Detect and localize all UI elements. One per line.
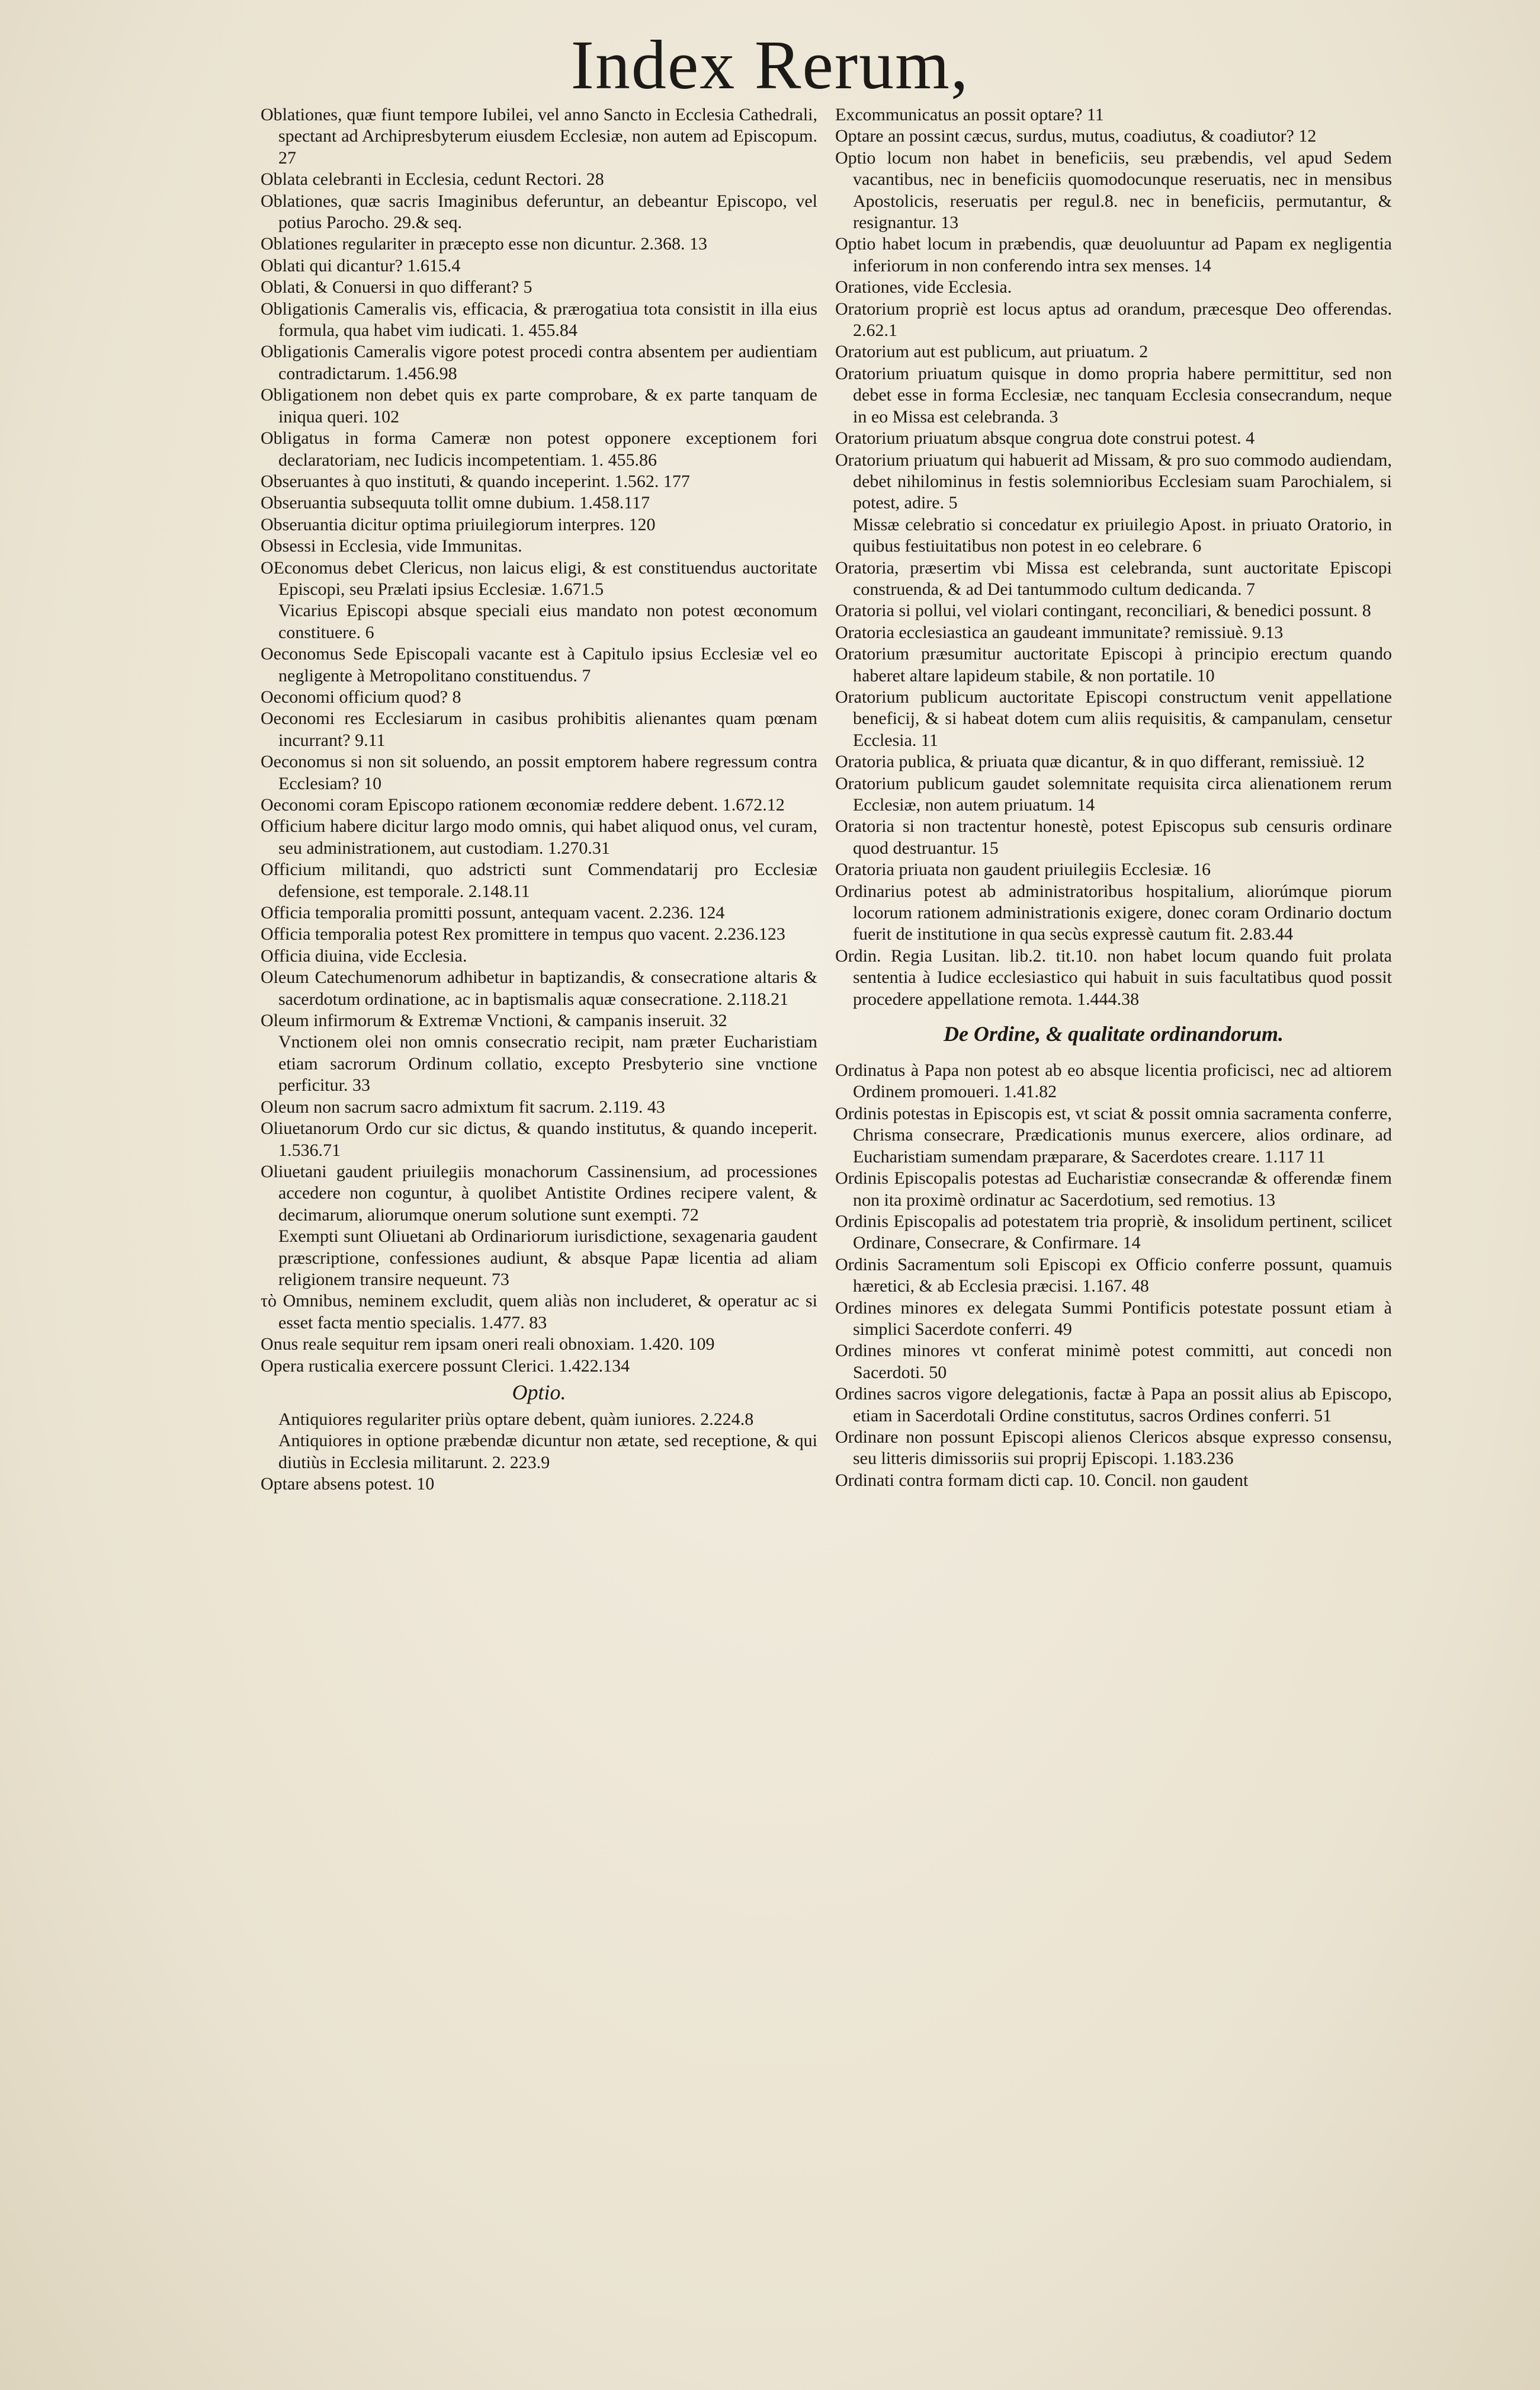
index-entry: Obligationis Cameralis vis, efficacia, & prærogatiua tota consistit in illa eius formula, qua habet vim iudicati. 1. 455.84 [261, 299, 817, 341]
section-heading-optio: Optio. [512, 1380, 566, 1404]
section-heading-ordine: De Ordine, & qualitate ordinandorum. [943, 1022, 1284, 1046]
left-column [261, 104, 817, 1495]
index-entry: Excommunicatus an possit optare? 11 [835, 105, 1104, 124]
index-entry: Officium militandi, quo adstricti sunt Commendatarij pro Ecclesiæ defensione, est temporale. 2.148.11 [261, 860, 817, 901]
index-entry: Oleum Catechumenorum adhibetur in baptizandis, & consecratione altaris & sacerdotum ordinatione, ac in baptismalis aquæ consecratione. 2.118.21 [261, 967, 817, 1009]
ordine-entries [835, 1060, 1392, 1491]
index-entry: Oratorium præsumitur auctoritate Episcopi à principio erectum quando haberet altare lapideum stabile, & non portatile. 10 [835, 644, 1392, 685]
index-entry: Onus reale sequitur rem ipsam oneri reali obnoxiam. 1.420. 109 [261, 1334, 715, 1354]
index-entry: OEconomus debet Clericus, non laicus eligi, & est constituendus auctoritate Episcopi, seu Prælati ipsius Ecclesiæ. 1.671.5 [261, 558, 817, 599]
index-entry: Obseruantes à quo instituti, & quando inceperint. 1.562. 177 [261, 471, 690, 491]
index-entry: Officia temporalia promitti possunt, antequam vacent. 2.236. 124 [261, 903, 725, 923]
index-entry: Ordinatus à Papa non potest ab eo absque licentia proficisci, nec ad altiorem Ordinem promoueri. 1.41.82 [835, 1061, 1392, 1102]
index-entry: Oeconomi res Ecclesiarum in casibus prohibitis alienantes quam pœnam incurrant? 9.11 [261, 709, 817, 750]
index-entry: Optio habet locum in præbendis, quæ deuoluuntur ad Papam ex negligentia inferiorum in non conferendo intra sex menses. 14 [835, 234, 1392, 275]
index-entry: Oratorium propriè est locus aptus ad orandum, præcesque Deo offerendas. 2.62.1 [835, 299, 1392, 341]
index-entry: Oleum non sacrum sacro admixtum fit sacrum. 2.119. 43 [261, 1097, 665, 1117]
page-title: Index Rerum, [570, 26, 970, 104]
right-entries [835, 104, 1392, 1010]
index-entry: Ordinis Sacramentum soli Episcopi ex Officio conferre possunt, quamuis hæretici, & ab Ecclesia præcisi. 1.167. 48 [835, 1254, 1392, 1296]
index-entry: Opera rusticalia exercere possunt Clerici. 1.422.134 [261, 1356, 630, 1376]
index-entry: Ordinare non possunt Episcopi alienos Clericos absque expresso consensu, seu litteris dimissoriis sui proprij Episcopi. 1.183.236 [835, 1427, 1392, 1469]
index-entry: Oblationes, quæ sacris Imaginibus deferuntur, an debeantur Episcopo, vel potius Parocho. 29.& seq. [261, 191, 817, 233]
index-entry: Antiquiores regulariter priùs optare debent, quàm iuniores. 2.224.8 [278, 1409, 754, 1429]
index-entry: Oratorium priuatum absque congrua dote construi potest. 4 [835, 428, 1255, 448]
index-entry: Oratoria, præsertim vbi Missa est celebranda, sunt auctoritate Episcopi construenda, & ad Dei tantummodo cultum dedicanda. 7 [835, 558, 1392, 599]
index-entry: Officia diuina, vide Ecclesia. [261, 946, 467, 966]
index-entry: Oleum infirmorum & Extremæ Vnctioni, & campanis inseruit. 32 [261, 1011, 727, 1031]
index-entry: Officium habere dicitur largo modo omnis, qui habet aliquod onus, vel curam, seu administrationem, aut custodiam. 1.270.31 [261, 816, 817, 858]
index-entry: Ordinis Episcopalis ad potestatem tria propriè, & insolidum pertinent, scilicet Ordinare, Consecrare, & Confirmare. 14 [835, 1211, 1392, 1253]
index-entry: Oratoria ecclesiastica an gaudeant immunitate? remissiuè. 9.13 [835, 622, 1284, 642]
index-entry: Ordinis Episcopalis potestas ad Eucharistiæ consecrandæ & offerendæ finem non ita proximè ordinatur ac Sacerdotium, sed remotius. 13 [835, 1168, 1392, 1210]
index-entry: Ordin. Regia Lusitan. lib.2. tit.10. non habet locum quando fuit prolata sententia à Iudice ecclesiastico qui habuit in suis facultatibus quod possit procedere appellatione remota. 1.444.38 [835, 946, 1392, 1009]
index-entry: Oliuetanorum Ordo cur sic dictus, & quando institutus, & quando inceperit. 1.536.71 [261, 1119, 817, 1160]
index-entry: Orationes, vide Ecclesia. [835, 277, 1012, 297]
optio-entries [261, 1409, 817, 1495]
index-entry: Oeconomi coram Episcopo rationem œconomiæ reddere debent. 1.672.12 [261, 795, 785, 815]
index-entry: Obseruantia subsequuta tollit omne dubium. 1.458.117 [261, 493, 650, 513]
index-entry: Antiquiores in optione præbendæ dicuntur non ætate, sed receptione, & qui diutiùs in Ecclesia militarunt. 2. 223.9 [278, 1431, 817, 1472]
index-entry: Obsessi in Ecclesia, vide Immunitas. [261, 536, 522, 556]
index-entry: Oblati qui dicantur? 1.615.4 [261, 255, 461, 275]
index-entry: Obseruantia dicitur optima priuilegiorum interpres. 120 [261, 514, 656, 534]
index-entry: Oratorium publicum auctoritate Episcopi constructum venit appellatione beneficij, & si habeat dotem cum aliis requisitis, & campanulam, censetur Ecclesia. 11 [835, 687, 1392, 750]
index-entry: Oratoria publica, & priuata quæ dicantur, & in quo differant, remissiuè. 12 [835, 752, 1365, 772]
left-entries [261, 104, 817, 1377]
right-column [835, 104, 1392, 1491]
index-entry: Oliuetani gaudent priuilegiis monachorum Cassinensium, ad processiones accedere non coguntur, à quolibet Antistite Ordines recipere valent, & decimarum, aliorumque onerum solutione sunt exempti. 72 [261, 1161, 817, 1225]
index-entry: Oratorium publicum gaudet solemnitate requisita circa alienationem rerum Ecclesiæ, non autem priuatum. 14 [835, 773, 1392, 815]
index-entry: Oeconomi officium quod? 8 [261, 687, 461, 707]
index-entry: Ordines minores ex delegata Summi Pontificis potestate possunt etiam à simplici Sacerdote conferri. 49 [835, 1297, 1392, 1339]
index-entry: Oblationes, quæ fiunt tempore Iubilei, vel anno Sancto in Ecclesia Cathedrali, spectant ad Archipresbyterum eiusdem Ecclesiæ, non autem ad Episcopum. 27 [261, 105, 817, 168]
index-entry: Obligatus in forma Cameræ non potest opponere exceptionem fori declaratoriam, nec Iudicis incompetentiam. 1. 455.86 [261, 428, 817, 470]
index-entry: Exempti sunt Oliuetani ab Ordinariorum iurisdictione, sexagenaria gaudent præscriptione, confessiones audiunt, & absque Papæ licentia ad aliam religionem transire nequeunt. 73 [278, 1226, 817, 1289]
index-entry: Obligationis Cameralis vigore potest procedi contra absentem per audientiam contradictarum. 1.456.98 [261, 342, 817, 383]
index-entry: Obligationem non debet quis ex parte comprobare, & ex parte tanquam de iniqua queri. 102 [261, 385, 817, 427]
index-entry: Oratoria priuata non gaudent priuilegiis Ecclesiæ. 16 [835, 860, 1211, 880]
index-entry: Oratorium priuatum qui habuerit ad Missam, & pro suo commodo audiendam, debet nihilominus in festis solemnioribus Ecclesiam suam Parochialem, si potest, adire. 5 [835, 450, 1392, 513]
index-entry: Ordinis potestas in Episcopis est, vt sciat & possit omnia sacramenta conferre, Chrisma consecrare, Prædicationis munus exercere, alios ordinare, ad Eucharistiam sumendam præparare, & Sacerdotes creare. 1.117 11 [835, 1103, 1392, 1167]
index-entry: Ordinati contra formam dicti cap. 10. Concil. non gaudent [835, 1470, 1249, 1490]
index-entry: Optio locum non habet in beneficiis, seu præbendis, vel apud Sedem vacantibus, nec in beneficiis quomodocunque reseruatis, nec in mensibus Apostolicis, reseruatis per regul.8. nec in beneficiis, permutantur, & resignantur. 13 [835, 148, 1392, 233]
index-entry: τὸ Omnibus, neminem excludit, quem aliàs non includeret, & operatur ac si esset facta mentio specialis. 1.477. 83 [261, 1291, 817, 1332]
index-entry: Oblationes regulariter in præcepto esse non dicuntur. 2.368. 13 [261, 234, 707, 254]
index-entry: Ordines sacros vigore delegationis, factæ à Papa an possit alius ab Episcopo, etiam in Sacerdotali Ordine constitutus, sacros Ordines conferri. 51 [835, 1384, 1392, 1425]
index-entry: Ordines minores vt conferat minimè potest committi, aut concedi non Sacerdoti. 50 [835, 1341, 1392, 1382]
index-entry: Vnctionem olei non omnis consecratio recipit, nam præter Eucharistiam etiam sacrorum Ordinum collatio, excepto Presbyterio sine vnctione perficitur. 33 [278, 1032, 817, 1095]
index-entry: Optare an possint cæcus, surdus, mutus, coadiutus, & coadiutor? 12 [835, 126, 1317, 146]
index-entry: Oratorium aut est publicum, aut priuatum. 2 [835, 342, 1148, 362]
index-entry: Oblata celebranti in Ecclesia, cedunt Rectori. 28 [261, 169, 604, 190]
index-entry: Oblati, & Conuersi in quo differant? 5 [261, 277, 532, 297]
index-entry: Oratoria si non tractentur honestè, potest Episcopus sub censuris ordinare quod destruantur. 15 [835, 816, 1392, 858]
index-entry: Ordinarius potest ab administratoribus hospitalium, aliorúmque piorum locorum rationem administrationis exigere, donec coram Ordinario doctum fuerit de institutione in qua secùs expressè cautum fit. 2.83.44 [835, 881, 1392, 944]
index-entry: Oeconomus Sede Episcopali vacante est à Capitulo ipsius Ecclesiæ vel eo negligente à Metropolitano constituendus. 7 [261, 644, 817, 685]
index-entry: Oratoria si pollui, vel violari contingant, reconciliari, & benedici possunt. 8 [835, 601, 1371, 621]
index-entry: Vicarius Episcopi absque speciali eius mandato non potest œconomum constituere. 6 [278, 601, 817, 642]
index-entry: Missæ celebratio si concedatur ex priuilegio Apost. in priuato Oratorio, in quibus festiuitatibus non potest in eo celebrare. 6 [853, 514, 1392, 556]
index-entry: Oeconomus si non sit soluendo, an possit emptorem habere regressum contra Ecclesiam? 10 [261, 752, 817, 793]
index-entry: Officia temporalia potest Rex promittere in tempus quo vacent. 2.236.123 [261, 924, 785, 944]
index-entry: Oratorium priuatum quisque in domo propria habere permittitur, sed non debet esse in forma Ecclesiæ, nec tanquam Ecclesia consecrandum, neque in eo Missa est celebranda. 3 [835, 363, 1392, 427]
index-entry: Optare absens potest. 10 [261, 1474, 435, 1494]
